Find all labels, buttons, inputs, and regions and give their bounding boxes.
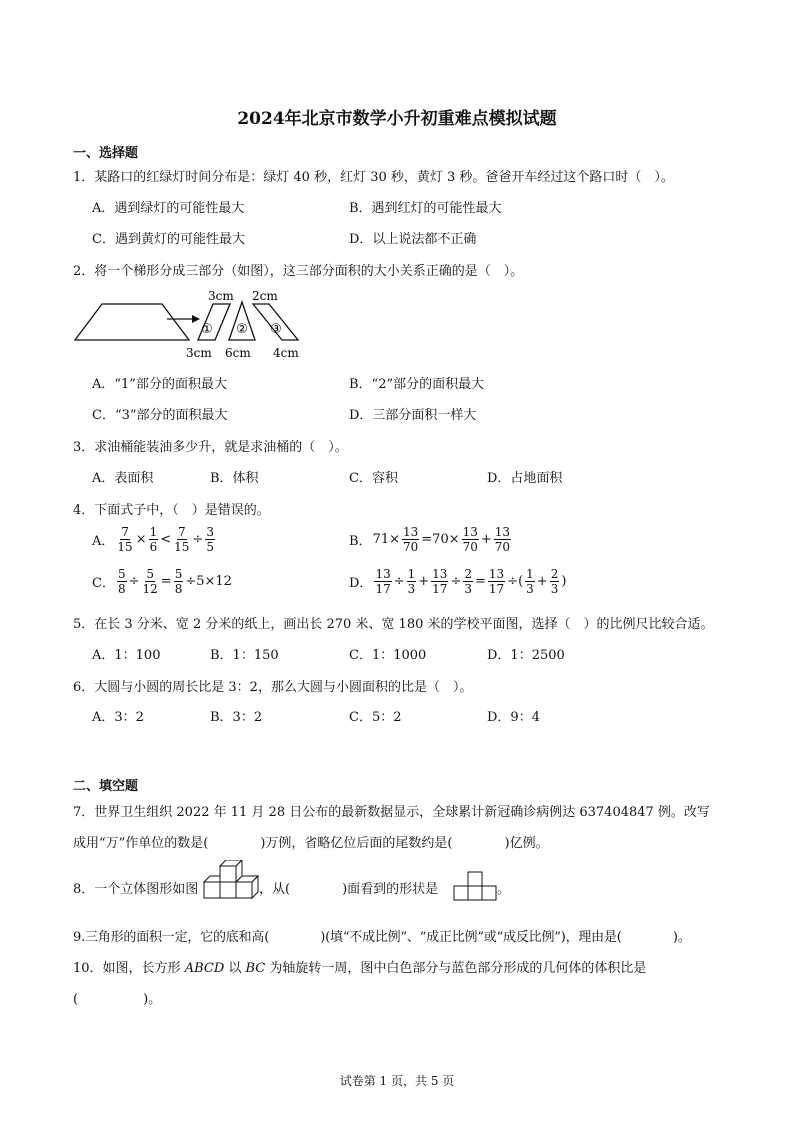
- question-9-text: 9.三角形的面积一定，它的底和高( )(填“不成比例”、“成正比例”或“成反比例”)，理由是( )。: [73, 930, 691, 945]
- fraction: $\frac{13}{17}$: [432, 567, 448, 596]
- question-3-stem: 3．求油桶能装油多少升，就是求油桶的（ ）。: [73, 440, 348, 455]
- fraction: $\frac{5}{8}$: [174, 567, 183, 596]
- question-4-option-a: A． $\frac{7}{15}$ × $\frac{1}{6}$ < $\frac{7}{15}$ ÷ $\frac{3}{5}$: [92, 525, 214, 554]
- question-1-option-d: D．以上说法都不正确: [349, 232, 477, 247]
- question-6-stem: 6．大圆与小圆的周长比是 3：2，那么大圆与小圆面积的比是（ ）。: [73, 680, 473, 695]
- arrow-head: [192, 315, 200, 323]
- fraction: $\frac{13}{70}$: [403, 525, 419, 554]
- question-2-option-b: B．“2”部分的面积最大: [349, 377, 485, 392]
- fraction: $\frac{7}{15}$: [117, 525, 133, 554]
- fraction: $\frac{13}{70}$: [494, 525, 511, 554]
- question-3-option-a: A．表面积: [92, 471, 154, 486]
- question-5-stem: 5．在长 3 分米、宽 2 分米的纸上，画出长 270 米、宽 180 米的学校平面图，选择（ ）的比例尺比较合适。: [73, 617, 714, 632]
- question-8-part-2: ，从( )面看到的形状是: [259, 882, 439, 897]
- fraction: $\frac{1}{3}$: [526, 567, 534, 596]
- question-4-option-d: D． $\frac{13}{17}$ ÷ $\frac{1}{3}$ + $\frac{13}{17}$ ÷ $\frac{2}{3}$ = $\frac{13}{17}$ ÷( $\frac{1}{3}$ + $\frac{2}{3}$ ): [349, 567, 567, 596]
- question-3-option-d: D．占地面积: [487, 471, 563, 486]
- question-5-option-a: A．1：100: [92, 648, 161, 663]
- fraction: $\frac{13}{17}$: [375, 567, 391, 596]
- question-7-line-1: 7．世界卫生组织 2022 年 11 月 28 日公布的最新数据显示，全球累计新冠确诊病例达 637404847 例。改写: [73, 805, 710, 820]
- question-4-option-b: B． 71× $\frac{13}{70}$ =70× $\frac{13}{70}$ + $\frac{13}{70}$: [349, 525, 511, 554]
- fraction: $\frac{1}{6}$: [149, 525, 158, 554]
- question-4-option-c: C． $\frac{5}{8}$ ÷ $\frac{5}{12}$ = $\frac{5}{8}$ ÷5×12: [92, 567, 232, 596]
- question-1-option-b: B．遇到红灯的可能性最大: [349, 201, 502, 216]
- rectangle-name: ABCD: [184, 961, 225, 976]
- question-3-option-b: B．体积: [210, 471, 259, 486]
- trapezoid-shape: [75, 304, 189, 340]
- question-5-option-c: C．1：1000: [349, 648, 427, 663]
- fraction: $\frac{1}{3}$: [407, 567, 416, 596]
- question-6-option-d: D．9：4: [487, 710, 540, 725]
- view-shape-icon: [452, 870, 498, 902]
- label-bottom-6cm: 6cm: [225, 346, 251, 360]
- question-10-line-1: 10．如图，长方形 ABCD 以 BC 为轴旋转一周，图中白色部分与蓝色部分形成的几何体的体积比是: [73, 961, 647, 976]
- question-7-line-2: 成用“万”作单位的数是( )万例，省略亿位后面的尾数约是( )亿例。: [73, 836, 549, 851]
- part-3-label: ③: [270, 322, 282, 337]
- question-2-option-d: D．三部分面积一样大: [349, 408, 477, 423]
- fraction: $\frac{7}{15}$: [174, 525, 190, 554]
- part-1-label: ①: [201, 322, 213, 337]
- question-10-line-2: ( )。: [73, 992, 162, 1007]
- question-2-option-c: C．“3”部分的面积最大: [92, 408, 228, 423]
- trapezoid-figure: [70, 286, 310, 362]
- question-5-option-b: B．1：150: [210, 648, 279, 663]
- fraction: $\frac{2}{3}$: [550, 567, 559, 596]
- page-footer: 试卷第 1 页，共 5 页: [339, 1074, 455, 1088]
- fraction: $\frac{5}{12}$: [142, 567, 158, 596]
- question-1-option-a: A．遇到绿灯的可能性最大: [92, 201, 245, 216]
- fraction: $\frac{13}{17}$: [488, 567, 505, 596]
- label-bottom-3cm: 3cm: [186, 346, 212, 360]
- page-title: 2024年北京市数学小升初重难点模拟试题: [237, 109, 557, 129]
- question-1-option-c: C．遇到黄灯的可能性最大: [92, 232, 245, 247]
- question-1-stem: 1．某路口的红绿灯时间分布是：绿灯 40 秒，红灯 30 秒，黄灯 3 秒。爸爸开车经过这个路口时（ ）。: [73, 170, 674, 185]
- fraction: $\frac{13}{70}$: [462, 525, 478, 554]
- question-6-option-a: A．3：2: [92, 710, 144, 725]
- label-top-2cm: 2cm: [252, 289, 278, 303]
- question-3-option-c: C．容积: [349, 471, 398, 486]
- view-shape-figure: [452, 870, 498, 902]
- label-top-3cm: 3cm: [208, 289, 234, 303]
- question-8-part-1: 8．一个立体图形如图: [73, 882, 199, 897]
- question-8-part-3: 。: [497, 882, 511, 897]
- question-6-option-c: C．5：2: [349, 710, 402, 725]
- cube-stack-icon: [203, 860, 259, 902]
- question-5-option-d: D．1：2500: [487, 648, 565, 663]
- part-2-label: ②: [236, 322, 248, 337]
- section-heading-choice: 一、选择题: [73, 146, 139, 161]
- section-heading-fill-blank: 二、填空题: [73, 779, 139, 794]
- option-a-label: A．: [92, 534, 115, 549]
- label-bottom-4cm: 4cm: [273, 346, 299, 360]
- question-2-stem: 2．将一个梯形分成三部分（如图），这三部分面积的大小关系正确的是（ ）。: [73, 264, 524, 279]
- question-6-option-b: B．3：2: [210, 710, 263, 725]
- question-4-stem: 4．下面式子中，（ ）是错误的。: [73, 503, 270, 518]
- option-b-label: B．: [349, 534, 372, 549]
- axis-name: BC: [245, 961, 266, 976]
- fraction: $\frac{3}{5}$: [206, 525, 214, 554]
- cube-solid-figure: [203, 860, 259, 902]
- fraction: $\frac{2}{3}$: [464, 567, 472, 596]
- option-d-label: D．: [349, 576, 373, 591]
- trapezoid-diagram: [70, 286, 310, 362]
- fraction: $\frac{5}{8}$: [117, 567, 126, 596]
- question-2-option-a: A．“1”部分的面积最大: [92, 377, 227, 392]
- option-c-label: C．: [92, 576, 115, 591]
